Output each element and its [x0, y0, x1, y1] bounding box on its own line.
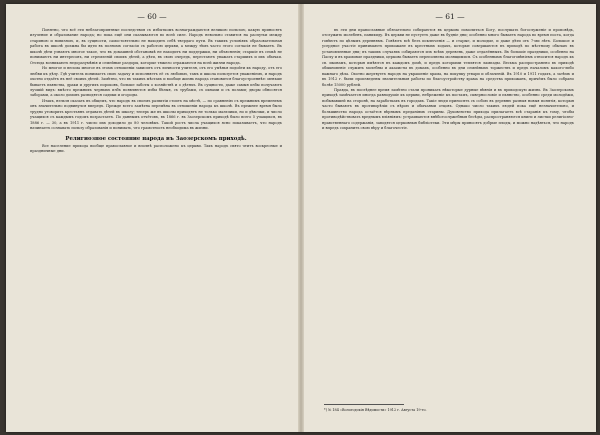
right-text-block [322, 28, 574, 132]
left-paragraph-2: Но многое и весьма многое въ этомъ отношеніи зависитъ отъ личности учителя, отъ его умѣнья подойти къ народу, отъ его любви къ дѣлу. Гдѣ учитель понимаетъ свою задачу и исполняетъ её съ любовью, тамъ и школа пользуется уваженіемъ, и народъ охотно отдаётъ въ неё своихъ дѣтей. Замѣтно, что въ такихъ мѣстахъ и вообще жизнь народа становится благоустроеннѣе: меньше бываетъ пьянства, драки и другихъ пороковъ, больше заботы о хозяйствѣ и о дѣтяхъ. Въ сущности, даже самыя избы получаютъ лучшій видъ: вмѣсто прежнихъ черныхъ избъ появляются избы бѣлыя, съ трубами, съ окнами и съ полами; дворы обносятся заборами, а около домовъ разводятся садики и огороды. [30, 66, 282, 98]
left-paragraph-after-heading: Все население прихода вообще православное и вполнѣ расположено къ церкви. Такъ народъ свято чтитъ воскресные и праздничные дни. [30, 143, 282, 154]
footnote: *) № 184 «Вологодскія Вѣдомости» 1912 г. Августа 19-го. [324, 408, 427, 412]
right-paragraph-2: Правда, въ послѣднее время замѣтно стали проникать нѣкоторые дурные вѣянія и въ приходскую жизнь. Въ Заозерскомъ приходѣ замѣчается иногда равнодушіе къ церкви, небреженіе къ постамъ, сквернословіе и пьянство, особенно среди молодёжи, побывавшей на сторонѣ, на заработкахъ въ городахъ. Такіе люди приносятъ съ собою въ деревню разныя новыя понятія, которыя часто бываютъ въ противорѣчіи съ вѣрою и обычаями отцовъ. Однако число такихъ людей пока ещё незначительно, и большинство народа остаётся вѣрнымъ преданіямъ старины. Духовенство прихода прилагаетъ всѣ старанія къ тому, чтобы противодѣйствовать вреднымъ вліяніямъ: устраиваются внѣбогослужебныя бесѣды, распространяются книги и листки религіозно-нравственнаго содержанія, заводятся церковныя библіотеки. Эти мѣры приносятъ добрые плоды, и можно надѣяться, что народъ и впредь сохранитъ свою вѣру и благочестіе. [322, 87, 574, 131]
left-paragraph-1: Понятно, что всё эти неблагоприятные последствия съ избыткомъ вознаграждаются великою пользою, какую приносятъ изучение и образование народа; но пока ещё они сказываются во всей силе. Народъ невольно ставится на распутьи между стариною и новизною, и, въ сущности, самостоятельно не находитъ себѣ твердаго пути. Въ такихъ условіяхъ образовательная работа въ школѣ должна бы идти въ полномъ согласіи съ работою церкви, а между тѣмъ часто этого согласія не бываетъ. Въ школѣ дѣти узнаютъ многое такое, что въ домашней обстановкѣ не находитъ ни поддержки, ни объясненія; старшіе въ семьѣ не понимаютъ ни интересовъ, ни стремленій своихъ дѣтей, а дѣти, въ свою очередь, перестаютъ уважать старшихъ и ихъ обычаи. Отсюда возникаютъ недоразумѣнія и семейные раздоры, которые тяжело отражаются на всей жизни народа. [30, 28, 282, 65]
right-page [304, 4, 596, 432]
page-number-left: — 60 — [137, 12, 167, 21]
section-heading: Религиозное состояние народа въ Заозерскомъ приходѣ. [65, 135, 247, 142]
footnote-rule [324, 404, 404, 405]
left-text-block [30, 28, 282, 155]
left-page [6, 4, 298, 432]
right-paragraph-1: въ эти дни православные обязательно собираются въ церковь помолиться Богу, послушать богослуженіе и проповѣдь, отслужить молебенъ, панихиду. Въ церкви не пустуетъ даже въ будніе дни; особенно много бываетъ народа во время поста, когда говѣютъ по цѣлымъ деревнямъ. Говѣютъ всѣ безъ исключенія — и старые, и молодые, и даже дѣти отъ 7-ми лѣтъ. Большое и усердное участіе принимаютъ прихожане въ крестныхъ ходахъ, которые совершаются въ приходѣ по мѣстному обычаю въ установленные дни; въ такихъ случаяхъ собираются изъ всѣхъ деревень, даже отдалённыхъ. Въ большіе праздники, особенно на Пасху и въ храмовые праздники, церковь бываетъ переполнена молящимися. Съ особеннымъ благоговѣніемъ относится народъ къ св. иконамъ, которыя имѣются въ каждомъ домѣ, и предъ которыми теплятся лампады. Весьма распространено въ приходѣ обыкновеніе служить молебны и акаѳисты въ домахъ, особенно въ дни семейныхъ торжествъ и предъ началомъ какого-либо важнаго дѣла. Охотно жертвуетъ народъ на украшеніе храма, на покупку утвари и облаченій. Въ 1910 и 1911 годахъ, а затѣмъ и въ 1912 г. были произведены значительныя работы по благоустройству храма на средства прихожанъ, причёмъ было собрано болѣе 15000 рублей. [322, 28, 574, 87]
page-number-right: — 61 — [435, 12, 465, 21]
book-spread [6, 4, 596, 432]
left-paragraph-3: Итакъ, нельзя сказать въ общемъ, что народъ въ своемъ развитіи стоитъ на мѣстѣ, — по сравненію съ прежнимъ временемъ онъ значительно подвинулся впередъ. Прежде всего замѣтна перемѣна въ отношеніи народа къ школѣ. Въ прежнее время было трудно уговорить крестьянъ отдавать дѣтей въ школу; теперь же въ школы приходятъ не только мальчики, но и дѣвочки, и число учащихся съ каждымъ годомъ возрастаетъ. По даннымъ отчётовъ, въ 1866 г. въ Заозерскомъ приходѣ было всего 5 учащихся, въ 1886 г. — 30, а въ 1911 г. число ихъ доходило до 80 человѣкъ. Такой ростъ числа учащихся ясно показываетъ, что народъ начинаетъ сознавать пользу образованія и понимать, что грамотность необходима въ жизни. [30, 98, 282, 131]
